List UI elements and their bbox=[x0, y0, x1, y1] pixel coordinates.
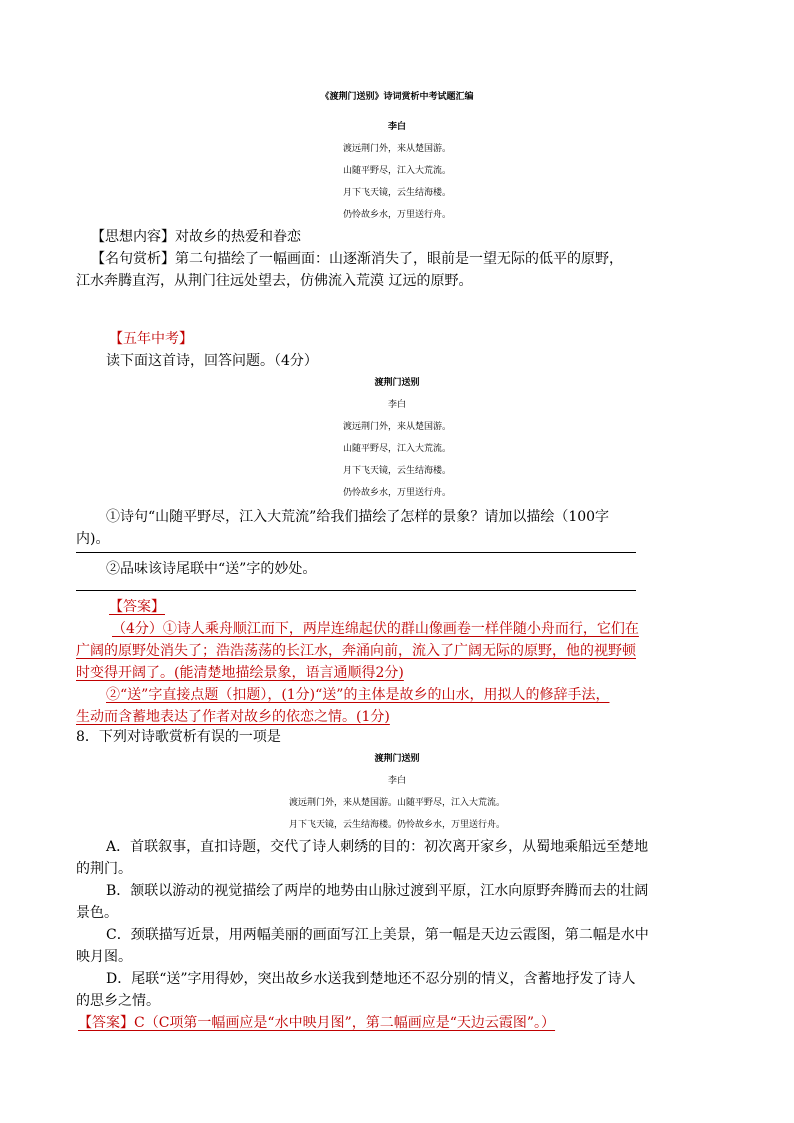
q8-option-b-line-2: 景色。 bbox=[76, 905, 118, 921]
answer-blank-line-1 bbox=[76, 552, 636, 553]
q1-answer-line-2: 广阔的原野处消失了；浩浩荡荡的长江水，奔涌向前，流入了广阔无际的原野，他的视野顿 bbox=[76, 643, 636, 659]
mingju-line-1: 第二句描绘了一幅画面：山逐渐消失了，眼前是一望无际的低平的原野， bbox=[175, 251, 623, 267]
section-label: 【五年中考】 bbox=[109, 331, 193, 347]
q8-poem-title: 渡荆门送别 bbox=[374, 754, 420, 764]
q1-answer-label: 【答案】 bbox=[109, 599, 165, 615]
mingju-paragraph bbox=[91, 248, 623, 270]
q1-answer-line-3: 时变得开阔了。(能清楚地描绘景象，语言通顺得2分) bbox=[76, 665, 404, 681]
sixiang-text: 对故乡的热爱和眷恋 bbox=[175, 229, 301, 245]
q1-poem-title: 渡荆门送别 bbox=[374, 378, 420, 388]
q8-option-b-line-1: B．颔联以游动的视觉描绘了两岸的地势由山脉过渡到平原，江水向原野奔腾而去的壮阔 bbox=[106, 883, 649, 899]
q8-option-a-line-2: 的荆门。 bbox=[76, 861, 132, 877]
q8-option-d-line-2: 的思乡之情。 bbox=[76, 993, 160, 1009]
sixiang-label: 【思想内容】 bbox=[91, 229, 175, 245]
section-intro: 读下面这首诗，回答问题。（4分） bbox=[106, 353, 318, 369]
q8-answer bbox=[78, 1012, 555, 1034]
q1-answer-line-5: 生动而含蓄地表达了作者对故乡的依恋之情。(1分) bbox=[76, 709, 390, 725]
q1-poem-line-1: 渡远荆门外，来从楚国游。 bbox=[342, 422, 451, 432]
q8-author: 李白 bbox=[387, 776, 406, 786]
mingju-label: 【名句赏析】 bbox=[91, 251, 175, 267]
poem-top-line-2: 山随平野尽，江入大荒流。 bbox=[342, 166, 451, 176]
q1-item-1-line-2: 内)。 bbox=[76, 531, 110, 547]
q8-poem-line-1: 渡远荆门外，来从楚国游。山随平野尽，江入大荒流。 bbox=[288, 798, 505, 808]
poem-top-line-3: 月下飞天镜，云生结海楼。 bbox=[342, 188, 451, 198]
q1-poem-line-3: 月下飞天镜，云生结海楼。 bbox=[342, 466, 451, 476]
q8-option-a-line-1: A．首联叙事，直扣诗题，交代了诗人刺绣的目的：初次离开家乡，从蜀地乘船远至楚地 bbox=[106, 839, 649, 855]
q1-item-2: ②品味该诗尾联中“送”字的妙处。 bbox=[106, 561, 317, 577]
q8-option-d-line-1: D．尾联“送”字用得妙，突出故乡水送我到楚地还不忍分别的情义，含蓄地抒发了诗人 bbox=[106, 971, 636, 987]
q1-poem-line-2: 山随平野尽，江入大荒流。 bbox=[342, 444, 451, 454]
q8-stem: 8．下列对诗歌赏析有误的一项是 bbox=[76, 729, 281, 745]
q8-option-c-line-2: 映月图。 bbox=[76, 949, 132, 965]
q8-option-c-line-1: C．颈联描写近景，用两幅美丽的画面写江上美景，第一幅是天边云霞图，第二幅是水中 bbox=[106, 927, 649, 943]
poem-top-line-4: 仍怜故乡水，万里送行舟。 bbox=[342, 210, 451, 220]
q8-answer-label: 【答案】 bbox=[78, 1015, 134, 1031]
q1-poem-line-4: 仍怜故乡水，万里送行舟。 bbox=[342, 488, 451, 498]
author-top: 李白 bbox=[387, 122, 406, 132]
sixiang-paragraph bbox=[91, 226, 301, 248]
poem-top-line-1: 渡远荆门外，来从楚国游。 bbox=[342, 144, 451, 154]
q1-author: 李白 bbox=[387, 400, 406, 410]
q8-poem-line-2: 月下飞天镜，云生结海楼。仍怜故乡水，万里送行舟。 bbox=[288, 820, 505, 830]
document-title: 《渡荆门送别》诗词赏析中考试题汇编 bbox=[320, 92, 474, 102]
answer-blank-line-2 bbox=[76, 590, 636, 591]
q8-answer-text: C（C项第一幅画应是“水中映月图”，第二幅画应是“天边云霞图”。） bbox=[134, 1015, 556, 1031]
q1-answer-line-1: （4分）①诗人乘舟顺江而下，两岸连绵起伏的群山像画卷一样伴随小舟而行，它们在 bbox=[112, 621, 639, 637]
mingju-line-2: 江水奔腾直泻，从荆门往远处望去，仿佛流入荒漠 辽远的原野。 bbox=[76, 273, 473, 289]
q1-answer-line-4: ②“送”字直接点题（扣题），(1分)“送”的主体是故乡的山水，用拟人的修辞手法， bbox=[106, 687, 610, 703]
q1-item-1-line-1: ①诗句“山随平野尽，江入大荒流”给我们描绘了怎样的景象？请加以描绘（100字 bbox=[106, 509, 610, 525]
